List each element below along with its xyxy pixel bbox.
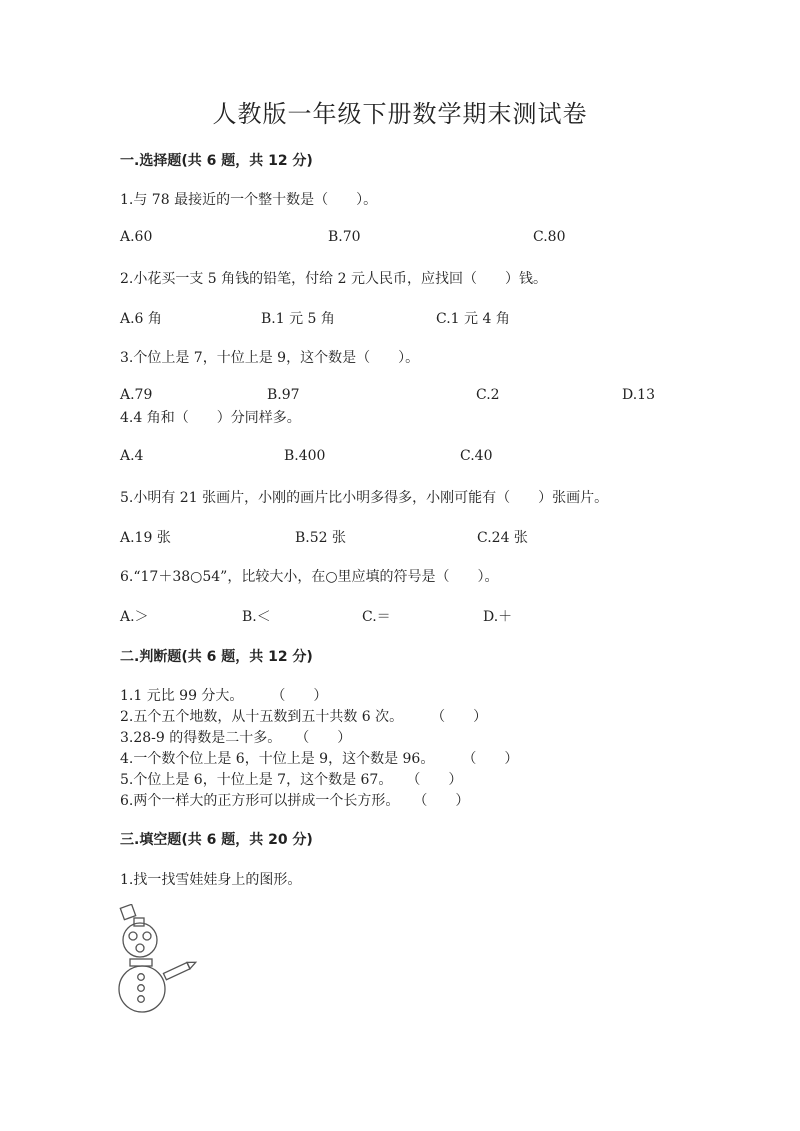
question-text: 6.“17＋38○54”，比较大小，在○里应填的符号是（ ）。 [120, 569, 499, 585]
option: B.97 [267, 387, 300, 403]
section-heading-judgement: 二.判断题(共 6 题，共 12 分) [120, 649, 313, 665]
scarf-rect-icon [130, 959, 152, 966]
eye-left-icon [129, 932, 137, 940]
question-text: 3.个位上是 7，十位上是 9，这个数是（ ）。 [120, 350, 420, 366]
option: C.24 张 [477, 530, 528, 546]
option: A.6 角 [120, 311, 162, 327]
question-text: 2.小花买一支 5 角钱的铅笔，付给 2 元人民币，应找回（ ）钱。 [120, 271, 547, 287]
option: A.79 [120, 387, 153, 403]
question-text: 1.与 78 最接近的一个整十数是（ ）。 [120, 192, 378, 208]
section-heading-choice: 一.选择题(共 6 题，共 12 分) [120, 153, 313, 169]
option: B.70 [328, 229, 361, 245]
pencil-arm-icon [163, 959, 197, 980]
option: A.19 张 [120, 530, 171, 546]
question-text: 1.找一找雪娃娃身上的图形。 [120, 872, 302, 888]
section-heading-fill: 三.填空题(共 6 题，共 20 分) [120, 832, 313, 848]
option: B.＜ [242, 609, 271, 625]
option: A.60 [120, 229, 153, 245]
snowman-figure [116, 904, 206, 1022]
option: B.52 张 [295, 530, 347, 546]
nose-icon [136, 944, 144, 952]
option: A.＞ [120, 609, 149, 625]
eye-right-icon [143, 932, 151, 940]
page-title: 人教版一年级下册数学期末测试卷 [212, 100, 588, 128]
option: C.＝ [362, 609, 391, 625]
question-text: 4.4 角和（ ）分同样多。 [120, 410, 301, 426]
option: C.2 [476, 387, 500, 403]
option: D.13 [622, 387, 655, 403]
option: B.1 元 5 角 [261, 311, 335, 327]
judgement-item: 2.五个五个地数，从十五数到五十共数 6 次。 （ ） [120, 709, 488, 725]
option: D.＋ [483, 609, 513, 625]
body-circle-icon [119, 966, 165, 1012]
option: C.80 [533, 229, 566, 245]
button-icon [138, 996, 145, 1003]
judgement-item: 4.一个数个位上是 6，十位上是 9，这个数是 96。 （ ） [120, 751, 519, 767]
button-icon [138, 974, 145, 981]
judgement-item: 1.1 元比 99 分大。 （ ） [120, 688, 328, 704]
option: A.4 [120, 448, 144, 464]
question-text: 5.小明有 21 张画片，小刚的画片比小明多得多，小刚可能有（ ）张画片。 [120, 490, 609, 506]
option: C.40 [460, 448, 493, 464]
judgement-item: 5.个位上是 6，十位上是 7，这个数是 67。 （ ） [120, 772, 463, 788]
option: C.1 元 4 角 [436, 311, 510, 327]
judgement-item: 6.两个一样大的正方形可以拼成一个长方形。 （ ） [120, 793, 470, 809]
button-icon [138, 985, 145, 992]
judgement-item: 3.28-9 的得数是二十多。 （ ） [120, 730, 352, 746]
hat-base-icon [134, 918, 144, 926]
option: B.400 [284, 448, 326, 464]
